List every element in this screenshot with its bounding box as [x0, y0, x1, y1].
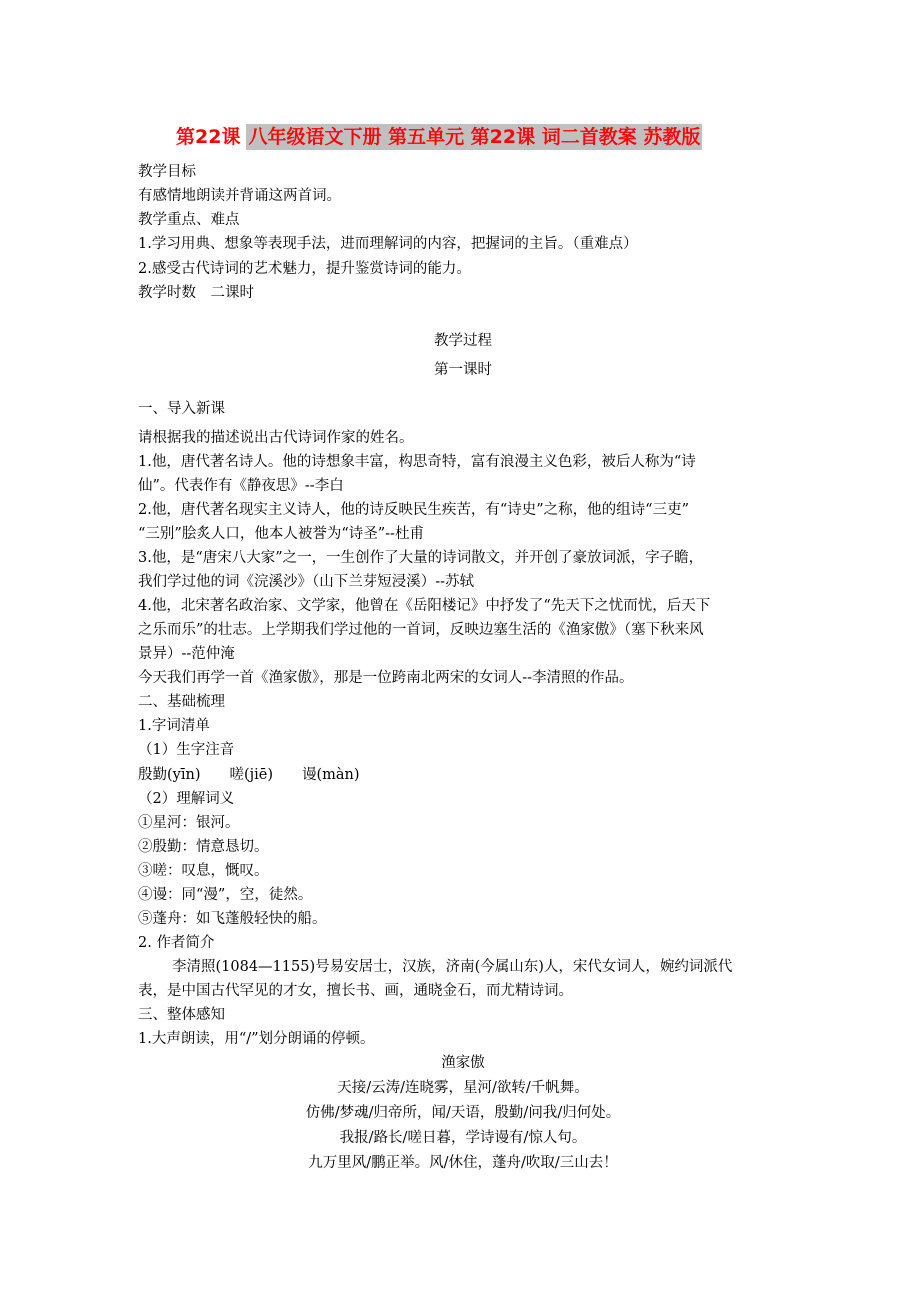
intro-line: 1.他，唐代著名诗人。他的诗想象丰富，构思奇特，富有浪漫主义色彩，被后人称为“诗	[138, 454, 696, 470]
poem-line: 天接/云涛/连晓雾，星河/欲转/千帆舞。	[337, 1080, 589, 1096]
period-heading: 第一课时	[434, 362, 492, 378]
poem-line: 九万里风/鹏正举。风/休住，蓬舟/吹取/三山去！	[308, 1155, 618, 1171]
poem-line: 仿佛/梦魂/归帝所，闻/天语，殷勤/问我/归何处。	[305, 1105, 621, 1121]
process-heading: 教学过程	[434, 333, 492, 349]
pinyin-list: 殷勤(yīn) 嗟(jiē) 谩(màn)	[138, 767, 360, 783]
intro-line: 3.他，是“唐宋八大家”之一，一生创作了大量的诗词散文，并开创了豪放词派，字子瞻，	[138, 550, 704, 566]
word-list-heading: 1.字词清单	[138, 718, 210, 734]
key-points-heading: 教学重点、难点	[138, 212, 240, 228]
meaning-item: ④谩：同“漫”，空，徒然。	[138, 887, 313, 903]
intro-line: 2.他，唐代著名现实主义诗人，他的诗反映民生疾苦，有“诗史”之称，他的组诗“三吏”	[138, 502, 689, 518]
intro-today: 今天我们再学一首《渔家傲》，那是一位跨南北两宋的女词人--李清照的作品。	[138, 670, 634, 686]
intro-line: 景异）--范仲淹	[138, 646, 235, 662]
intro-line: 仙”。代表作有《静夜思》--李白	[138, 478, 344, 494]
intro-heading: 一、导入新课	[138, 401, 225, 417]
objectives-text: 有感情地朗读并背诵这两首词。	[138, 188, 341, 204]
objectives-heading: 教学目标	[138, 164, 196, 180]
meaning-heading: （2）理解词义	[138, 791, 235, 807]
meaning-item: ⑤蓬舟：如飞蓬般轻快的船。	[138, 911, 327, 927]
intro-line: 4.他，北宋著名政治家、文学家，他曾在《岳阳楼记》中抒发了“先天下之忧而忧，后天下	[138, 598, 711, 614]
intro-prompt: 请根据我的描述说出古代诗词作家的姓名。	[138, 430, 414, 446]
perception-task: 1.大声朗读，用“/”划分朗诵的停顿。	[138, 1031, 375, 1047]
title-highlighted: 八年级语文下册 第五单元 第22课 词二首教案 苏教版	[248, 126, 701, 148]
intro-line: “三别”脍炙人口，他本人被誉为“诗圣”--杜甫	[138, 526, 424, 542]
key-point-item: 1.学习用典、想象等表现手法，进而理解词的内容，把握词的主旨。（重难点）	[138, 236, 638, 252]
poem-title: 渔家傲	[441, 1055, 485, 1071]
basics-heading: 二、基础梳理	[138, 694, 225, 710]
teaching-hours: 教学时数 二课时	[138, 285, 254, 301]
perception-heading: 三、整体感知	[138, 1007, 225, 1023]
meaning-item: ①星河：银河。	[138, 815, 240, 831]
title-lead: 第22课	[176, 126, 241, 148]
intro-line: 之乐而乐”的壮志。上学期我们学过他的一首词，反映边塞生活的《渔家傲》（塞下秋来风	[138, 622, 704, 638]
intro-line: 我们学过他的词《浣溪沙》（山下兰芽短浸溪）--苏轼	[138, 574, 475, 590]
document-title	[176, 123, 702, 151]
author-line: 李清照(1084—1155)号易安居士，汉族，济南(今属山东)人，宋代女词人，婉约词派代	[172, 959, 733, 975]
meaning-item: ②殷勤：情意恳切。	[138, 839, 269, 855]
author-line: 表，是中国古代罕见的才女，擅长书、画，通晓金石，而尤精诗词。	[138, 983, 573, 999]
pinyin-heading: （1）生字注音	[138, 742, 235, 758]
meaning-item: ③嗟：叹息，慨叹。	[138, 863, 269, 879]
author-heading: 2. 作者简介	[138, 935, 215, 951]
key-point-item: 2.感受古代诗词的艺术魅力，提升鉴赏诗词的能力。	[138, 261, 471, 277]
poem-line: 我报/路长/嗟日暮，学诗谩有/惊人句。	[339, 1130, 587, 1146]
